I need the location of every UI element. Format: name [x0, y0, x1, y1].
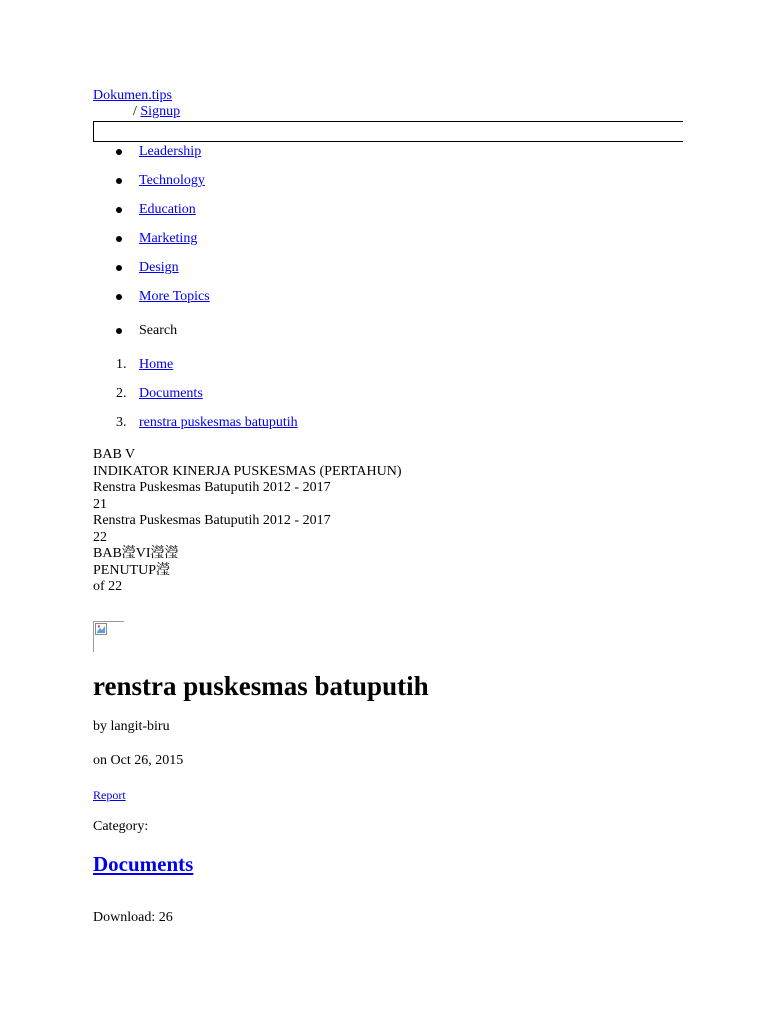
preview-line: INDIKATOR KINERJA PUSKESMAS (PERTAHUN): [93, 463, 402, 479]
signup-link[interactable]: Signup: [140, 104, 181, 119]
preview-line: PENUTUP瀅: [93, 562, 171, 578]
breadcrumb-link-current[interactable]: renstra puskesmas batuputih: [139, 415, 298, 430]
download-count: Download: 26: [93, 910, 173, 925]
nav-link-more-topics[interactable]: More Topics: [139, 289, 210, 304]
bullet-icon: [116, 207, 122, 213]
nav-link-technology[interactable]: Technology: [139, 173, 205, 188]
preview-line: Renstra Puskesmas Batuputih 2012 - 2017: [93, 513, 331, 528]
preview-line: BAB瀅VI瀅瀅: [93, 546, 179, 561]
publish-date: on Oct 26, 2015: [93, 753, 184, 768]
preview-line: Renstra Puskesmas Batuputih 2012 - 2017: [93, 480, 331, 495]
nav-link-leadership[interactable]: Leadership: [139, 144, 202, 159]
breadcrumb-number: 3.: [116, 415, 127, 430]
document-title: renstra puskesmas batuputih: [93, 671, 429, 701]
preview-line: 22: [93, 529, 107, 545]
category-label: Category:: [93, 819, 149, 834]
separator: /: [133, 104, 137, 119]
breadcrumb-number: 2.: [116, 386, 127, 401]
bullet-icon: [116, 149, 122, 155]
breadcrumb-link-home[interactable]: Home: [139, 357, 174, 372]
bullet-icon: [116, 328, 122, 334]
breadcrumb-link-documents[interactable]: Documents: [139, 386, 203, 401]
breadcrumb-number: 1.: [116, 357, 127, 372]
bullet-icon: [116, 178, 122, 184]
search-label[interactable]: Search: [139, 323, 178, 338]
site-logo-link[interactable]: Dokumen.tips: [93, 88, 172, 103]
author-byline: by langit-biru: [93, 719, 170, 734]
broken-image-icon: [93, 621, 124, 652]
bullet-icon: [116, 236, 122, 242]
preview-line: BAB V: [93, 447, 136, 462]
nav-link-education[interactable]: Education: [139, 202, 196, 217]
nav-link-marketing[interactable]: Marketing: [139, 231, 198, 246]
preview-line: 21: [93, 496, 107, 512]
bullet-icon: [116, 294, 122, 300]
report-link[interactable]: Report: [93, 788, 126, 802]
search-input[interactable]: [93, 121, 683, 142]
page-count: of 22: [93, 579, 123, 594]
nav-link-design[interactable]: Design: [139, 260, 179, 275]
category-link[interactable]: Documents: [93, 852, 194, 876]
bullet-icon: [116, 265, 122, 271]
document-preview-text: [93, 447, 402, 596]
signup-row: [133, 104, 180, 121]
